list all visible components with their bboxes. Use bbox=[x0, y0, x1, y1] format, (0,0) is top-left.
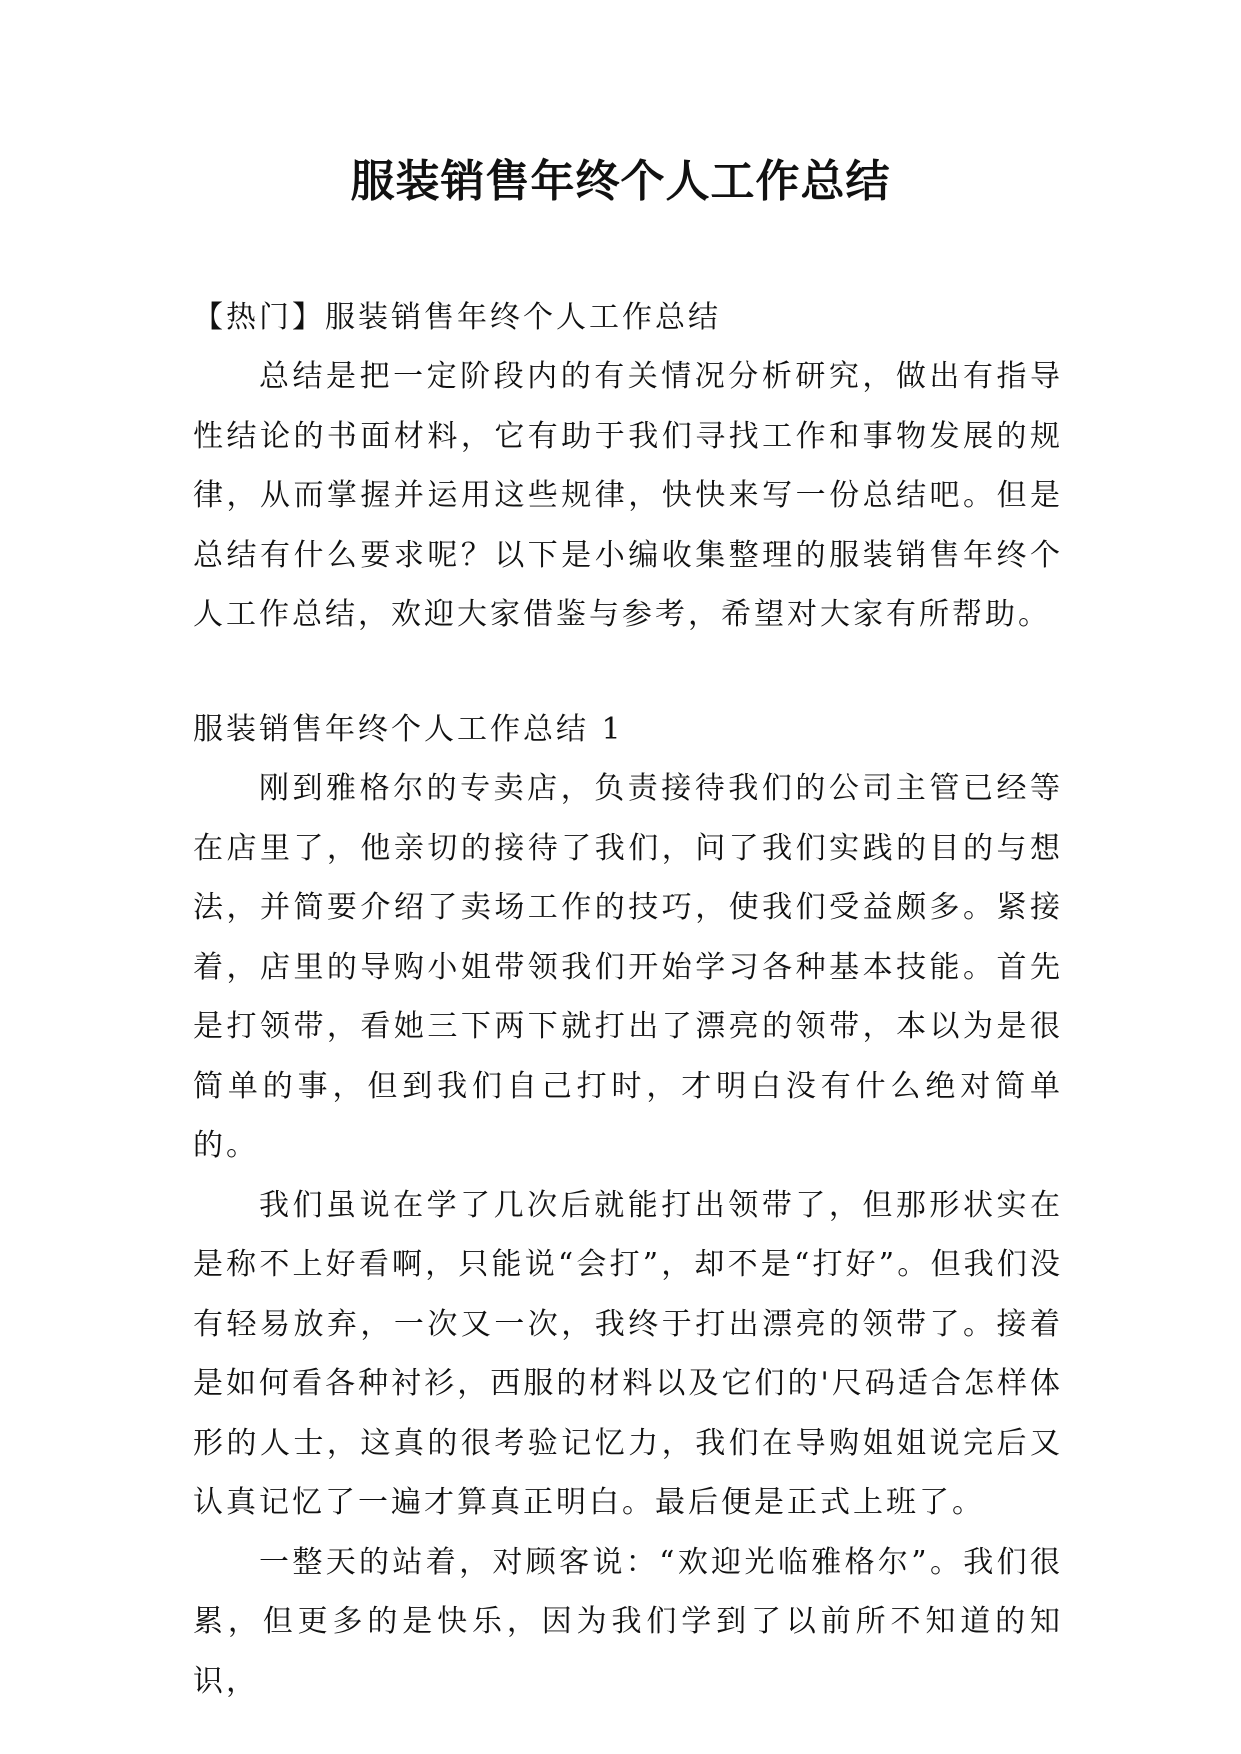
intro-paragraph: 总结是把一定阶段内的有关情况分析研究，做出有指导性结论的书面材料，它有助于我们寻找工作和事物发展的规律，从而掌握并运用这些规律，快快来写一份总结吧。但是总结有什么要求呢？以下是小编收集整理的服装销售年终个人工作总结，欢迎大家借鉴与参考，希望对大家有所帮助。 bbox=[193, 359, 1063, 632]
document-title: 服装销售年终个人工作总结 bbox=[350, 156, 891, 207]
section-body bbox=[193, 759, 1063, 1711]
body-paragraph: 刚到雅格尔的专卖店，负责接待我们的公司主管已经等在店里了，他亲切的接待了我们，问了我们实践的目的与想法，并简要介绍了卖场工作的技巧，使我们受益颇多。紧接着，店里的导购小姐带领我们开始学习各种基本技能。首先是打领带，看她三下两下就打出了漂亮的领带，本以为是很简单的事，但到我们自己打时，才明白没有什么绝对简单的。 bbox=[193, 771, 1063, 1163]
intro-heading: 【热门】服装销售年终个人工作总结 bbox=[193, 300, 721, 335]
section-heading: 服装销售年终个人工作总结 1 bbox=[193, 712, 624, 747]
body-paragraph: 一整天的站着，对顾客说：“欢迎光临雅格尔”。我们很累，但更多的是快乐，因为我们学到了以前所不知道的知识， bbox=[193, 1544, 1063, 1699]
body-paragraph: 我们虽说在学了几次后就能打出领带了，但那形状实在是称不上好看啊，只能说“会打”，却不是“打好”。但我们没有轻易放弃，一次又一次，我终于打出漂亮的领带了。接着是如何看各种衬衫，西服的材料以及它们的'尺码适合怎样体形的人士，这真的很考验记忆力，我们在导购姐姐说完后又认真记忆了一遍才算真正明白。最后便是正式上班了。 bbox=[193, 1187, 1063, 1520]
